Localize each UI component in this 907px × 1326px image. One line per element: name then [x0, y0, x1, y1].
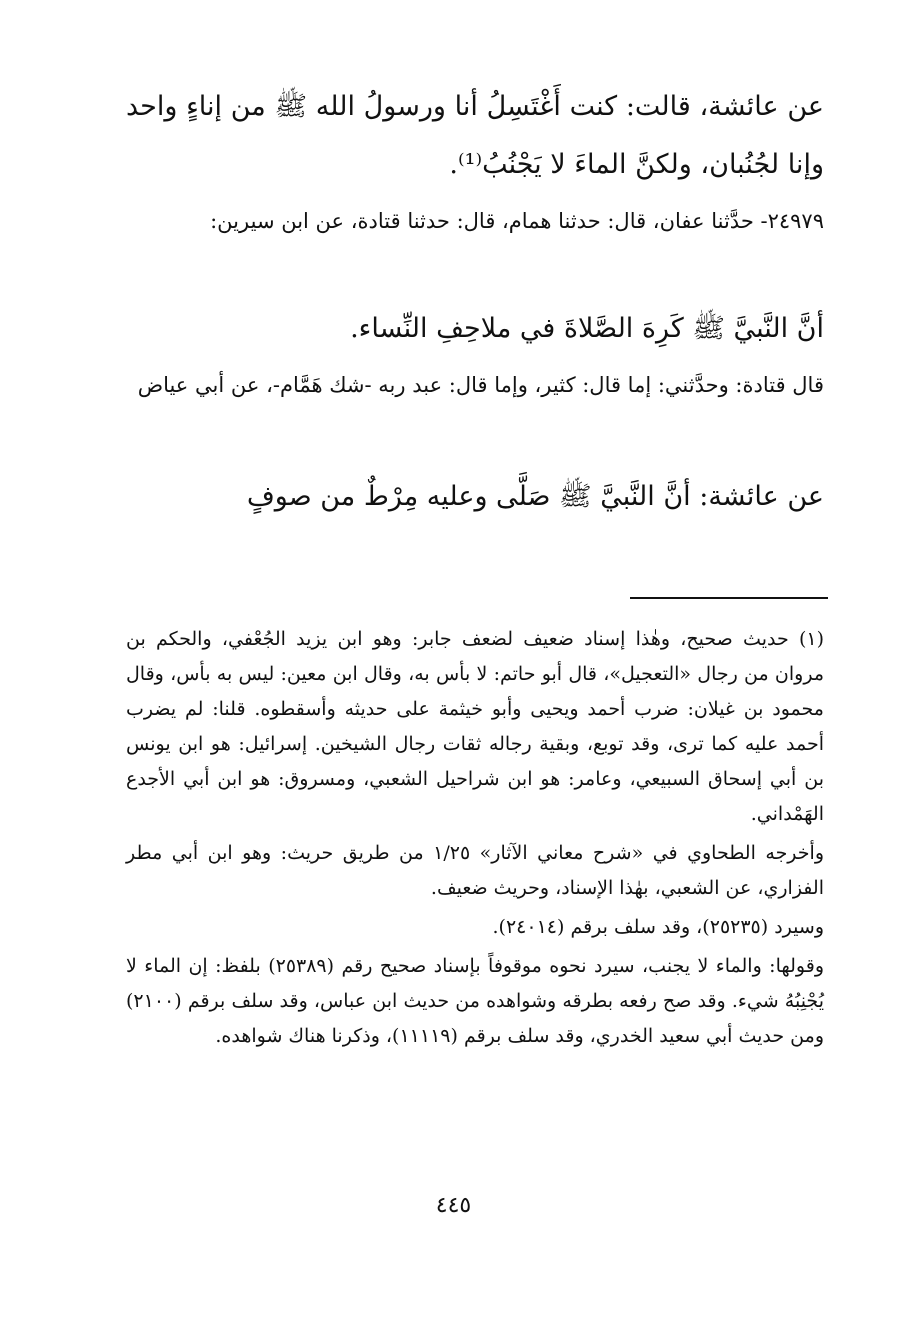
footnote-1: (١) حديث صحيح، وهٰذا إسناد ضعيف لضعف جابر: وهو ابن يزيد الجُعْفي، والحكم بن مروان من رجال «التعجيل»، قال أبو حاتم: لا بأس به، وقال ابن معين: ليس به بأس، وقال محمود بن غيلان: ضرب أحمد ويحيى وأبو خيثمة على حديثه وأسقطوه. قلنا: لم يضرب أحمد عليه كما ترى، وقد توبع، وبقية رجاله ثقات رجال الشيخين. إسرائيل: هو ابن يونس بن أبي إسحاق السبيعي، وعامر: هو ابن شراحيل الشعبي، ومسروق: هو ابن أبي الأجدع الهَمْداني. [126, 628, 824, 825]
hadith-text-3: عن عائشة: أنَّ النَّبيَّ ﷺ صَلَّى وعليه مِرْطٌ من صوفٍ [246, 481, 824, 512]
hadith-text-1: عن عائشة، قالت: كنت أَغْتَسِلُ أنا ورسولُ الله ﷺ من إناءٍ واحد وإنا لجُنُبان، ولكنَّ الماءَ لا يَجْنُبُ⁽¹⁾. [126, 91, 824, 180]
footnote-separator [630, 597, 828, 599]
footnote-commentary: وقولها: والماء لا يجنب، سيرد نحوه موقوفاً بإسناد صحيح رقم (٢٥٣٨٩) بلفظ: إن الماء لا يُجْنِبُهُ شيء. وقد صح رفعه بطرقه وشواهده من حديث ابن عباس، وقد سلف برقم (٢١٠٠) ومن حديث أبي سعيد الخدري، وقد سلف برقم (١١١١٩)، وذكرنا هناك شواهده. [126, 955, 824, 1047]
narrator-note-paragraph: قال قتادة: وحدَّثني: إما قال: كثير، وإما قال: عبد ربه -شك هَمَّام-، عن أبي عياض [137, 373, 824, 397]
isnad-paragraph: ٢٤٩٧٩- حدَّثنا عفان، قال: حدثنا همام، قال: حدثنا قتادة، عن ابن سيرين: [210, 209, 824, 233]
footnotes-section [126, 622, 824, 1058]
footnote-cross-reference: وسيرد (٢٥٢٣٥)، وقد سلف برقم (٢٤٠١٤). [492, 916, 824, 938]
page-number: ٤٤٥ [435, 1193, 472, 1218]
footnote-takhrij: وأخرجه الطحاوي في «شرح معاني الآثار» ١/٢٥ من طريق حريث: وهو ابن أبي مطر الفزاري، عن الشعبي، بهٰذا الإسناد، وحريث ضعيف. [126, 842, 824, 899]
hadith-text-2: أنَّ النَّبيَّ ﷺ كَرِهَ الصَّلاةَ في ملاحِفِ النِّساء. [350, 313, 824, 344]
